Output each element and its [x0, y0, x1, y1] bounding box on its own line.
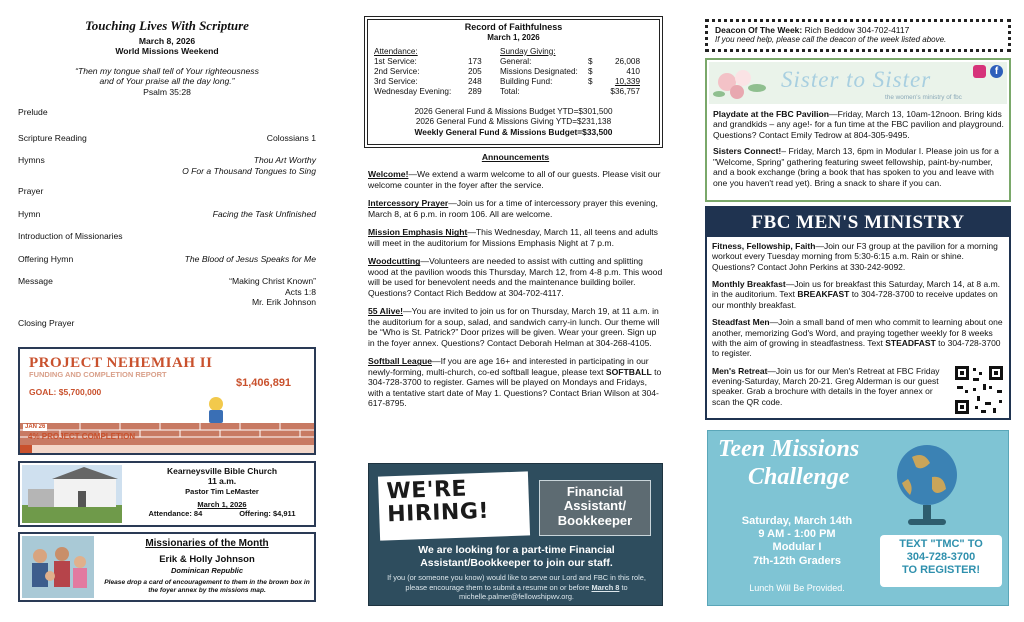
announcement-body: —We extend a warm welcome to all of our guests. Please visit our welcome counter in the foyer after the service.	[368, 169, 661, 190]
record-row	[374, 67, 653, 77]
record-title: Record of Faithfulness	[464, 22, 563, 32]
record-of-faithfulness	[364, 16, 663, 148]
nehemiah-goal: GOAL: $5,700,000	[29, 387, 102, 397]
announcement-title: Woodcutting	[368, 256, 421, 267]
service-item	[18, 209, 316, 219]
record-row	[374, 57, 653, 67]
mens-ministry	[705, 206, 1011, 420]
steadfast-item	[712, 317, 1004, 358]
service-label: Closing Prayer	[18, 317, 75, 328]
sister-body	[713, 109, 1009, 188]
missionaries-box	[18, 532, 316, 602]
instagram-icon[interactable]	[973, 65, 986, 78]
service-value-3: Mr. Erik Johnson	[252, 297, 316, 308]
breakfast-keyword: BREAKFAST	[797, 289, 850, 300]
service-value: Facing the Task Unfinished	[212, 208, 316, 219]
service-item	[18, 133, 316, 143]
teen-details	[714, 515, 880, 568]
globe-icon	[894, 437, 960, 535]
item-title: Men's Retreat	[712, 365, 768, 376]
record-row	[374, 87, 653, 97]
teen-register-phone: 304-728-3700	[906, 551, 976, 564]
giving-label: Building Fund:	[500, 76, 553, 86]
softball-announcement	[368, 356, 663, 408]
service-list	[18, 107, 316, 328]
qr-code-icon[interactable]	[953, 364, 1005, 416]
att-label: 3rd Service:	[374, 76, 418, 86]
kbc-date: March 1, 2026	[197, 499, 247, 509]
service-label: Prayer	[18, 186, 44, 197]
nehemiah-title: PROJECT NEHEMIAH II	[29, 355, 213, 371]
facebook-icon[interactable]: f	[990, 65, 1003, 78]
currency: $	[588, 76, 593, 86]
att-label: 2nd Service:	[374, 66, 420, 76]
announcement-body: —You are invited to join us for on Thursday, March 19, at 11 a.m. in the auditorium for a soup, salad, and sandwich carry-in lunch. Our theme will be “Who is St. Patrick?” Door prizes will be given. Wear your green. Sign up in the foyer annex. Questions? Contact Deborah Helman at 304-268-4105.	[368, 306, 660, 348]
woodcutting-announcement	[368, 256, 663, 298]
welcome-announcement	[368, 169, 663, 190]
hiring-email[interactable]: to michelle.palmer@fellowshipwv.org.	[459, 582, 628, 602]
steadfast-keyword: STEADFAST	[885, 337, 936, 348]
service-label: Hymn	[18, 208, 41, 219]
retreat-item	[712, 366, 948, 407]
item-body: – Friday, March 13, 6pm in Modular I. Please join us for a "Welcome, Spring" gathering featuring sweet fellowship, paint-by-number, and a book exchange (bring a book that has spoken to you and leave with one you haven't read yet). Bring a snack to share if you can.	[713, 146, 999, 188]
item-title: Playdate at the FBC Pavilion	[713, 109, 830, 119]
service-item	[18, 155, 316, 176]
hiring-job-title: Financial Assistant/ Bookkeeper	[539, 480, 651, 536]
currency: $	[588, 56, 593, 66]
item-body: —Friday, March 13, 10am-12noon. Bring kids and grandkids – any age!- for a fun time at the FBC pavilion and playground. Questions? Contact Emily Tedrow at 804-305-9495.	[713, 109, 1004, 140]
announcements-heading: Announcements	[481, 152, 550, 162]
giving-value: 10,339	[614, 76, 640, 86]
bulletin-date: March 8, 2026	[138, 35, 196, 46]
missionaries-note: Please drop a card of encouragement to them in the brown box in the foyer annex by the missions map.	[104, 578, 310, 595]
teen-lunch: Lunch Will Be Provided.	[749, 583, 845, 593]
service-label: Scripture Reading	[18, 132, 87, 143]
att-value: 205	[468, 66, 482, 76]
announcement-body-2: to 304-728-3700 to register. Games will be played on Mondays and Fridays, with a tentative start date of May 1. Questions? Contact Brian Wilson at 304-617-8795.	[368, 366, 662, 409]
service-item	[18, 276, 316, 307]
giving-label: Total:	[500, 86, 520, 96]
weekly-budget: Weekly General Fund & Missions Budget=$33,500	[414, 126, 613, 137]
teen-missions	[707, 430, 1009, 606]
item-title: Fitness, Fellowship, Faith	[712, 241, 816, 251]
progress-month: JAN 26	[25, 424, 46, 430]
giving-ytd: 2026 General Fund & Missions Giving YTD=$231,138	[415, 116, 612, 126]
sister-title: Sister to Sister	[781, 67, 932, 92]
verse-line-2: and of Your praise all the day long.”	[99, 76, 235, 87]
playdate-item	[713, 109, 1009, 140]
kbc-pastor: Pastor Tim LeMaster	[185, 486, 259, 496]
record-date: March 1, 2026	[487, 32, 540, 42]
mens-title: FBC MEN'S MINISTRY	[707, 208, 1009, 237]
item-body-2: to 304-728-3700 to receive updates on our monthly breakfast.	[712, 289, 998, 310]
service-item	[18, 254, 316, 264]
item-body: —Join us for our Men's Retreat at FBC Friday evening-Saturday, March 20-21. Greg Alderman is our guest speaker. Grab a brochure with details in the foyer annex or scan the QR code.	[712, 365, 940, 407]
deacon-label: Deacon Of The Week:	[715, 25, 803, 35]
deacon-box	[705, 19, 1011, 52]
announcement-title: Welcome!	[368, 169, 409, 180]
service-label: Introduction of Missionaries	[18, 231, 123, 242]
kbc-box	[18, 461, 316, 527]
deacon-name: Rich Beddow 304-702-4117	[802, 25, 910, 35]
giving-value: 410	[626, 66, 640, 76]
att-label: 1st Service:	[374, 56, 417, 66]
sisters-connect-item	[713, 146, 1009, 188]
breakfast-item	[712, 279, 1004, 310]
announcement-body: —Join us for a time of intercessory prayer this evening, March 8, at 6 p.m. in room 106. All are welcome.	[368, 198, 658, 219]
announcement-title: 55 Alive!	[368, 306, 404, 317]
announcement-body: —Volunteers are needed to assist with cutting and splitting wood at the pavilion woods this Thursday, March 12, from 4-8 p.m. This wood will be used for benevolent needs and the maintenance building boiler. Questions? Contact Rich Beddow at 304-702-4117.	[368, 256, 663, 298]
giving-value: $36,757	[610, 86, 640, 96]
verse-line-1: “Then my tongue shall tell of Your righteousness	[75, 65, 259, 76]
announcements	[368, 152, 663, 417]
nehemiah-amount: $1,406,891	[236, 377, 292, 389]
announcement-title: Mission Emphasis Night	[368, 227, 468, 238]
item-title: Monthly Breakfast	[712, 279, 786, 290]
item-body-2: to 304-728-3700 to register.	[712, 337, 1001, 359]
giving-heading: Sunday Giving:	[500, 46, 556, 56]
att-value: 289	[468, 86, 482, 96]
flowers-icon	[713, 64, 767, 102]
sister-to-sister	[705, 58, 1011, 202]
announcement-body: —This Wednesday, March 11, all teens and adults will meet in the auditorium for Missions Emphasis Night at 7 p.m.	[368, 227, 658, 248]
announcement-title: Softball League	[368, 356, 432, 367]
deacon-note: If you need help, please call the deacon of the week listed above.	[715, 35, 947, 45]
prayer-announcement	[368, 198, 663, 219]
item-body: —Join our F3 group at the pavilion for a morning workout every Tuesday morning from 5:30-6:15 a.m. Rain or shine. Questions? Contact John Perkins at 330-242-9092.	[712, 241, 998, 272]
missionaries-place: Dominican Republic	[170, 565, 244, 575]
announcement-body: —If you are age 16+ and interested in participating in our newly-forming, multi-church, co-ed softball league, please text	[368, 356, 649, 377]
bulletin-title: Touching Lives With Scripture	[85, 18, 249, 33]
teen-location: Modular I	[772, 541, 822, 554]
verse-ref: Psalm 35:28	[143, 86, 191, 97]
teen-register-box	[880, 535, 1002, 587]
fitness-item	[712, 241, 1004, 272]
service-item	[18, 318, 316, 328]
missionaries-names: Erik & Holly Johnson	[159, 554, 255, 566]
hiring-subtitle: We are looking for a part-time Financial Assistant/Bookkeeper to join our staff.	[418, 544, 615, 569]
item-body: —Join us for breakfast this Saturday, March 14, at 8 a.m. in the auditorium. Text	[712, 279, 1001, 300]
att-value: 248	[468, 76, 482, 86]
church-photo	[22, 465, 122, 523]
service-item	[18, 107, 316, 117]
missionaries-heading: Missionaries of the Month	[145, 538, 269, 549]
teen-title-1: Teen Missions	[718, 436, 860, 462]
sister-tagline: the women's ministry of fbc	[885, 94, 962, 101]
budget-ytd: 2026 General Fund & Missions Budget YTD=$301,500	[414, 106, 613, 116]
hiring-body	[377, 573, 656, 602]
order-of-service	[18, 18, 316, 328]
service-value: The Blood of Jesus Speaks for Me	[184, 253, 316, 264]
teen-register-line-1: TEXT "TMC" TO	[899, 538, 983, 550]
teen-grades: 7th-12th Graders	[752, 554, 842, 567]
service-label: Message	[18, 276, 53, 287]
att-label: Wednesday Evening:	[374, 86, 452, 96]
bulletin-weekend: World Missions Weekend	[115, 46, 219, 57]
teen-time: 9 AM - 1:00 PM	[758, 528, 836, 541]
alive-announcement	[368, 306, 663, 348]
hiring-body-text: If you (or someone you know) would like to serve our Lord and FBC in this role, please encourage them to submit a resume on or before	[387, 573, 646, 592]
giving-value: 26,008	[614, 56, 640, 66]
teen-title-2: Challenge	[748, 464, 850, 490]
service-label: Prelude	[18, 107, 48, 118]
teen-register-line-3: TO REGISTER!	[901, 564, 981, 577]
service-value-2: O For a Thousand Tongues to Sing	[182, 165, 316, 176]
hiring-headline: WE'RE HIRING!	[378, 471, 530, 540]
service-value: Colossians 1	[266, 132, 316, 143]
service-value-2: Acts 1:8	[284, 286, 316, 297]
hiring-deadline: March 8	[591, 582, 620, 592]
service-label: Offering Hymn	[18, 253, 74, 264]
att-value: 173	[468, 56, 482, 66]
missionary-family-photo	[22, 536, 94, 598]
softball-keyword: SOFTBALL	[605, 366, 652, 377]
giving-label: General:	[500, 56, 532, 66]
service-item	[18, 231, 316, 241]
progress-label: 4% PROJECT COMPLETION	[28, 432, 136, 441]
nehemiah-report	[18, 347, 316, 455]
progress-track	[20, 445, 316, 455]
service-value: “Making Christ Known”	[229, 276, 316, 287]
hiring-banner	[368, 463, 663, 606]
kbc-offering: Offering: $4,911	[239, 509, 296, 518]
giving-label: Missions Designated:	[500, 66, 578, 76]
item-title: Steadfast Men	[712, 317, 770, 328]
mission-announcement	[368, 227, 663, 248]
kbc-time: 11 a.m.	[207, 476, 237, 487]
item-title: Sisters Connect!	[713, 146, 782, 157]
nehemiah-subtitle: FUNDING AND COMPLETION REPORT	[29, 370, 167, 379]
record-row	[374, 77, 653, 87]
item-body: —Join a small band of men who commit to learning about one another, memorizing God's Word, and praying together weekly for 8 weeks with the aim of growing in steadfastness. Text	[712, 317, 1003, 348]
teen-date: Saturday, March 14th	[741, 515, 853, 527]
service-label: Hymns	[18, 155, 45, 166]
announcement-title: Intercessory Prayer	[368, 198, 449, 209]
kbc-name: Kearneysville Bible Church	[166, 466, 278, 476]
attendance-heading: Attendance:	[374, 46, 418, 56]
service-value: Thou Art Worthy	[253, 155, 316, 166]
currency: $	[588, 66, 593, 76]
service-item	[18, 186, 316, 196]
progress-fill	[20, 445, 32, 455]
kbc-attendance: Attendance: 84	[148, 509, 203, 518]
worker-icon	[209, 397, 223, 423]
